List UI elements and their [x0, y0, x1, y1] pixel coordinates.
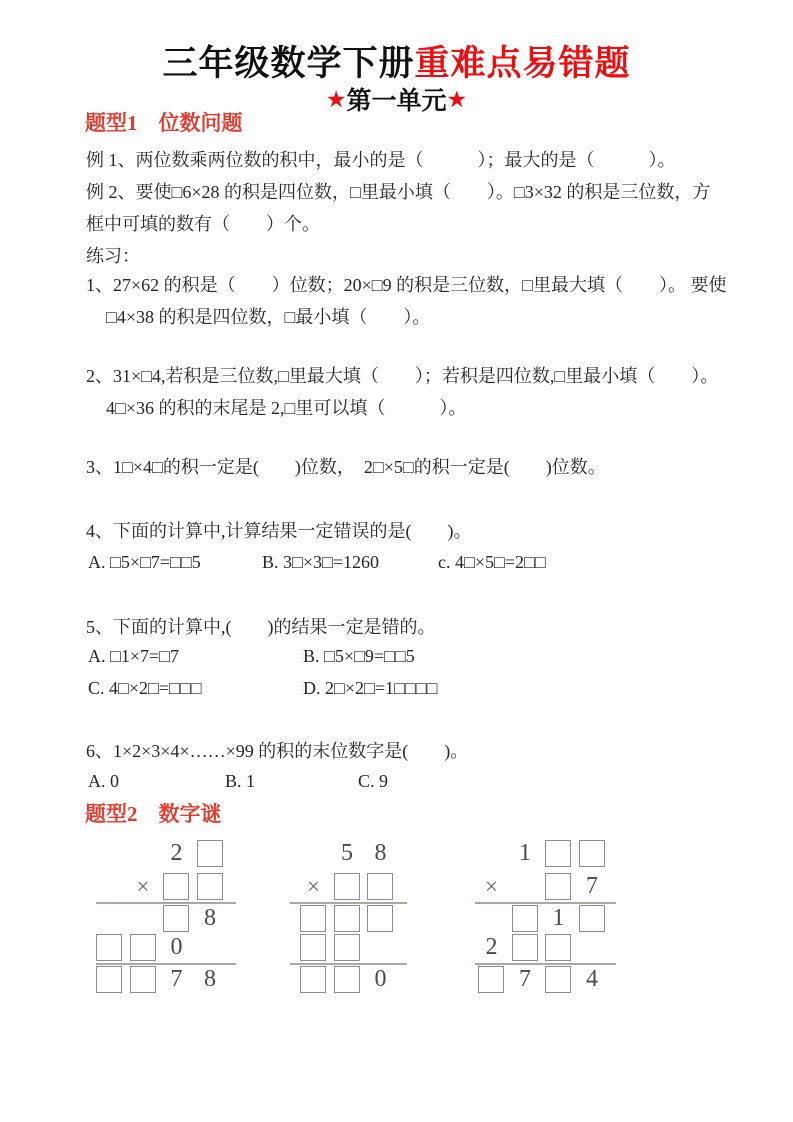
- empty-digit-box: [96, 934, 122, 961]
- puzzle-digit: 7: [586, 873, 598, 899]
- empty-digit-box: [197, 873, 223, 900]
- empty-digit-box: [545, 966, 571, 993]
- empty-digit-box: [334, 966, 360, 993]
- q5-option-a: A. □1×7=□7: [88, 646, 180, 666]
- empty-digit-box: [545, 934, 571, 961]
- sum-rule-line: [290, 902, 407, 904]
- empty-digit-box: [512, 905, 538, 932]
- q4-option-c: c. 4□×5□=2□□: [438, 552, 546, 572]
- empty-digit-box: [579, 905, 605, 932]
- empty-digit-box: [545, 873, 571, 900]
- sum-rule-line: [96, 963, 236, 965]
- empty-digit-box: [300, 966, 326, 993]
- empty-digit-box: [367, 873, 393, 900]
- question-1-line-2: □4×38 的积是四位数，□最小填（ ）。: [106, 307, 431, 327]
- empty-digit-box: [334, 905, 360, 932]
- puzzle-digit: 5: [341, 840, 353, 866]
- title-black-part: 三年级数学下册: [162, 44, 415, 83]
- puzzle-digit: 8: [374, 840, 387, 866]
- section-heading-1: 题型1 位数问题: [85, 111, 243, 135]
- sum-rule-line: [290, 963, 407, 965]
- question-1-line-1: 1、27×62 的积是（ ）位数；20×□9 的积是三位数，□里最大填（ ）。 要使: [86, 275, 727, 295]
- question-5-line: 5、下面的计算中,( )的结果一定是错的。: [86, 617, 436, 637]
- multiply-sign: ×: [485, 874, 498, 899]
- puzzle-digit: 8: [204, 905, 216, 931]
- question-2-line-2: 4□×36 的积的末尾是 2,□里可以填（ ）。: [106, 398, 467, 418]
- example-2-line-1: 例 2、要使□6×28 的积是四位数，□里最小填（ ）。□3×32 的积是三位数，方: [86, 182, 711, 202]
- sum-rule-line: [475, 902, 616, 904]
- section-heading-2: 题型2 数字谜: [85, 802, 222, 826]
- question-6-line: 6、1×2×3×4×……×99 的积的末位数字是( )。: [86, 741, 469, 761]
- q5-option-c: C. 4□×2□=□□□: [88, 678, 202, 698]
- multiply-sign: ×: [307, 874, 320, 899]
- puzzle-digit: 0: [374, 966, 387, 992]
- puzzle-digit: 2: [485, 934, 498, 960]
- multiply-sign: ×: [136, 874, 150, 899]
- example-1-line: 例 1、两位数乘两位数的积中，最小的是（ ）；最大的是（ ）。: [86, 150, 676, 170]
- question-2-line-1: 2、31×□4,若积是三位数,□里最大填（ ）；若积是四位数,□里最小填（ ）。: [86, 366, 719, 386]
- empty-digit-box: [478, 966, 504, 993]
- empty-digit-box: [130, 934, 156, 961]
- puzzle-digit: 2: [170, 840, 183, 866]
- empty-digit-box: [334, 873, 360, 900]
- empty-digit-box: [197, 840, 223, 867]
- empty-digit-box: [334, 934, 360, 961]
- q6-option-b: B. 1: [225, 771, 256, 791]
- puzzle-digit: 7: [519, 966, 531, 992]
- q5-option-d: D. 2□×2□=1□□□□: [303, 678, 438, 698]
- empty-digit-box: [96, 966, 122, 993]
- q6-option-a: A. 0: [88, 771, 119, 791]
- empty-digit-box: [512, 934, 538, 961]
- empty-digit-box: [300, 934, 326, 961]
- unit-label: 第一单元: [346, 87, 447, 115]
- multiplication-puzzle-2: [290, 840, 407, 1000]
- example-2-line-2: 框中可填的数有（ ）个。: [86, 214, 320, 234]
- multiplication-puzzle-1: [96, 840, 236, 1000]
- star-icon: ★: [446, 86, 468, 112]
- q4-option-b: B. 3□×3□=1260: [262, 552, 380, 572]
- empty-digit-box: [367, 905, 393, 932]
- empty-digit-box: [545, 840, 571, 867]
- worksheet-title: [0, 36, 793, 86]
- puzzle-digit: 4: [586, 966, 598, 992]
- multiplication-puzzle-3: [475, 840, 616, 1000]
- q6-option-c: C. 9: [358, 771, 389, 791]
- puzzle-digit: 8: [204, 966, 216, 992]
- puzzle-digit: 1: [552, 905, 565, 931]
- question-3-line: 3、1□×4□的积一定是( )位数， 2□×5□的积一定是( )位数。: [86, 457, 606, 477]
- empty-digit-box: [130, 966, 156, 993]
- puzzle-digit: 1: [519, 840, 531, 866]
- empty-digit-box: [163, 873, 189, 900]
- practice-label: 练习：: [86, 246, 140, 266]
- sum-rule-line: [96, 902, 236, 904]
- q5-option-b: B. □5×□9=□□5: [303, 646, 415, 666]
- empty-digit-box: [163, 905, 189, 932]
- sum-rule-line: [475, 963, 616, 965]
- title-red-part: 重难点易错题: [414, 44, 631, 83]
- star-icon: ★: [325, 86, 347, 112]
- empty-digit-box: [579, 840, 605, 867]
- puzzle-digit: 0: [170, 934, 183, 960]
- q4-option-a: A. □5×□7=□□5: [88, 552, 201, 572]
- puzzle-digit: 7: [170, 966, 183, 992]
- question-4-line: 4、下面的计算中,计算结果一定错误的是( )。: [86, 521, 472, 541]
- empty-digit-box: [300, 905, 326, 932]
